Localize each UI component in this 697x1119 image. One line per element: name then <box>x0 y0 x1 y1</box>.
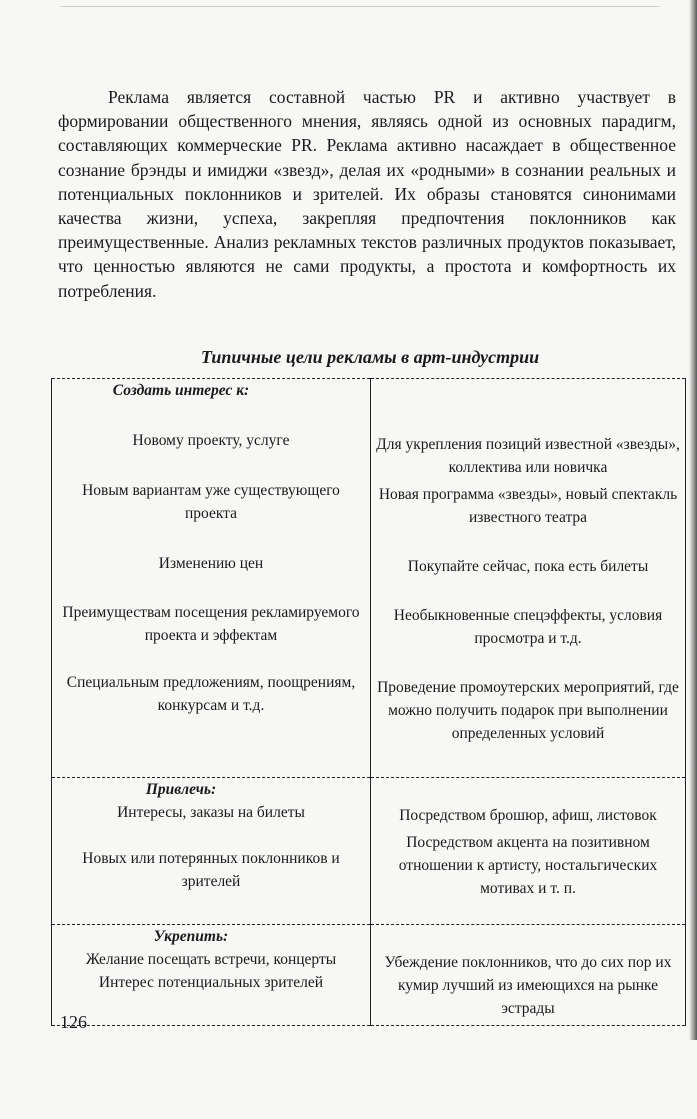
table-cell-right: Убеждение поклонников, что до сих пор их кумир лучший из имеющихся на рынке эстрады <box>384 954 672 1017</box>
table-title: Типичные цели рекламы в арт-индустрии <box>200 347 540 367</box>
table-section-attract <box>52 778 686 925</box>
table-cell-right: Проведение промоутерских мероприятий, где можно получить подарок при выполнении определенных условий <box>377 679 679 742</box>
table-section-interest <box>52 379 686 778</box>
table-cell-left: Преимуществам посещения рекламируемого проекта и эффектам <box>62 604 360 644</box>
section-heading: Укрепить: <box>153 928 229 945</box>
table-cell-left: Интерес потенциальных зрителей <box>98 974 324 991</box>
table-cell-left: Новому проекту, услуге <box>132 432 290 449</box>
table-cell-left: Специальным предложениям, поощрениям, конкурсам и т.д. <box>66 674 356 714</box>
section-heading: Создать интерес к: <box>112 382 250 399</box>
section-heading: Привлечь: <box>145 781 217 798</box>
table-cell-right: Посредством брошюр, афиш, листовок <box>399 807 657 824</box>
table-cell-right: Посредством акцента на позитивном отношении к артисту, ностальгических мотивах и т. п. <box>398 834 658 897</box>
table-cell-left: Новых или потерянных поклонников и зрителей <box>82 850 340 890</box>
table-cell-right: Покупайте сейчас, пока есть билеты <box>407 558 649 575</box>
scan-edge-line <box>60 6 660 7</box>
table-cell-right: Для укрепления позиций известной «звезды», коллектива или новичка <box>376 436 680 476</box>
table-cell-right: Необыкновенные спецэффекты, условия просмотра и т.д. <box>393 607 663 647</box>
body-paragraph: Реклама является составной частью PR и активно участвует в формировании общественного мнения, являясь одной из основных парадигм, составляющих коммерческие PR. Реклама активно насаждает в общественное сознание брэнды и имиджи «звезд», делая их «родными» в сознании реальных и потенциальных поклонников и зрителей. Их образы становятся синонимами качества жизни, успеха, закрепляя предпочтения поклонников как преимущественные. Анализ рекламных текстов различных продуктов показывает, что ценностью являются не сами продукты, а простота и комфортность их потребления. <box>58 87 676 301</box>
table-cell-left: Изменению цен <box>158 555 264 572</box>
table-cell-right: Новая программа «звезды», новый спектакль известного театра <box>378 486 678 526</box>
table-cell-left: Желание посещать встречи, концерты <box>85 951 337 968</box>
scan-page-shadow <box>689 0 697 1040</box>
table-cell-left: Новым вариантам уже существующего проекта <box>82 482 340 522</box>
page-number: 126 <box>60 1012 87 1032</box>
table-cell-left: Интересы, заказы на билеты <box>117 804 305 821</box>
advertising-goals-table <box>51 378 686 1026</box>
table-section-strengthen <box>52 925 686 1026</box>
